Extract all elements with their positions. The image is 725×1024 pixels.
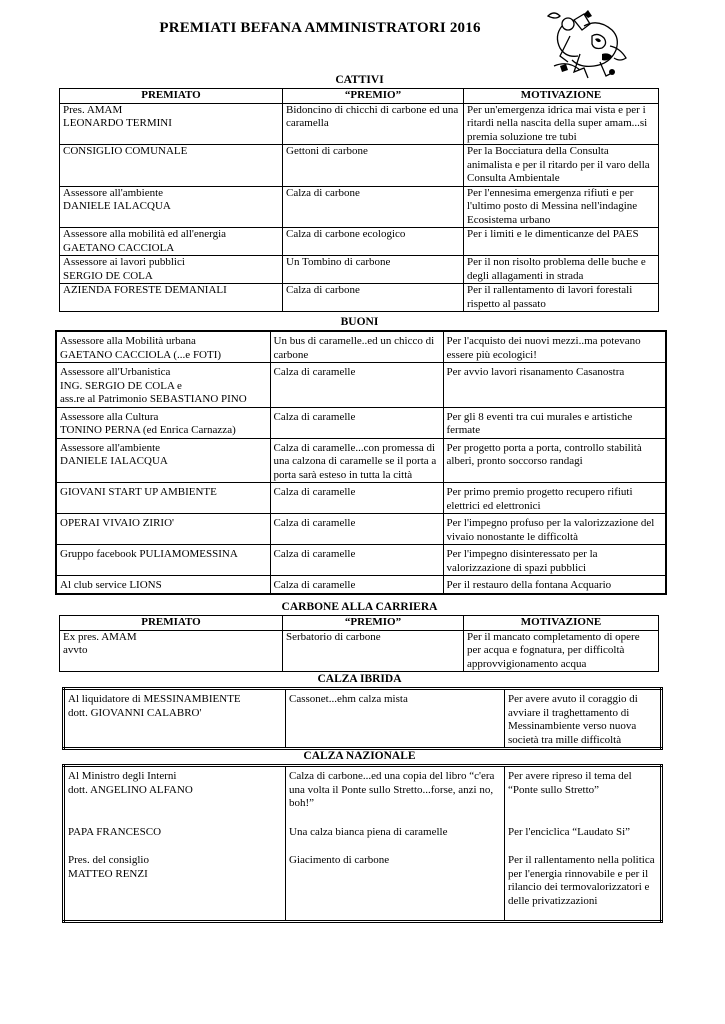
cell-motivazione — [464, 284, 659, 312]
cell-line: Per l'acquisto dei nuovi mezzi..ma potevano essere più ecologici! — [446, 335, 641, 361]
cell-line: PAPA FRANCESCO — [68, 825, 162, 838]
cell-line: Calza di caramelle — [273, 548, 356, 560]
cell-line: Per avere avuto il coraggio di avviare il traghettamento di Messinambiente verso nuova società tra mille difficoltà — [508, 693, 638, 746]
cell-line: TONINO PERNA (ed Enrica Carnazza) — [60, 424, 236, 436]
section-heading-buoni: BUONI — [340, 316, 379, 328]
cell-premio — [270, 545, 443, 576]
cell-motivazione — [464, 145, 659, 187]
cell-line: Per il rallentamento nella politica per l'energia rinnovabile e per il rilancio dei termovalorizzatori e delle privatizzazioni — [508, 854, 655, 907]
table-row — [56, 576, 666, 594]
cell-premiato — [56, 438, 270, 483]
cell-premiato — [60, 228, 283, 256]
cell-premiato — [60, 145, 283, 187]
cell-premiato — [56, 407, 270, 438]
cell-line: CONSIGLIO COMUNALE — [63, 145, 188, 157]
cell-line: Calza di carbone — [286, 284, 360, 296]
cell-line: Bidoncino di chicchi di carbone ed una caramella — [286, 103, 459, 129]
cell-motivazione — [505, 851, 662, 922]
cell-premio — [283, 186, 464, 228]
cell-line: Calza di caramelle — [273, 486, 356, 498]
cell-line: Pres. del consiglio — [68, 854, 149, 866]
cell-line: Per l'enciclica “Laudato Si” — [508, 825, 631, 838]
table-row — [56, 438, 666, 483]
table-row — [60, 630, 659, 672]
cell-premio — [283, 145, 464, 187]
cell-premio — [286, 689, 505, 749]
table-row — [60, 145, 659, 187]
cell-line: Per il non risolto problema delle buche e degli allagamenti in strada — [467, 256, 646, 282]
cell-motivazione — [443, 363, 666, 408]
table-row — [64, 689, 662, 749]
cell-motivazione — [443, 576, 666, 594]
cell-line: GIOVANI START UP AMBIENTE — [60, 486, 217, 498]
cell-line: OPERAI VIVAIO ZIRIO' — [60, 517, 175, 529]
cell-line: Per avere ripreso il tema del “Ponte sullo Stretto” — [508, 770, 632, 796]
befana-illustration — [540, 6, 635, 84]
table-row — [56, 545, 666, 576]
cell-line: Gettoni di carbone — [286, 145, 368, 157]
cell-premiato — [60, 284, 283, 312]
cell-premio — [270, 514, 443, 545]
cell-motivazione — [443, 545, 666, 576]
cell-premiato — [60, 186, 283, 228]
cell-line: Assessore all'Urbanistica — [60, 366, 171, 378]
header-motivazione: MOTIVAZIONE — [464, 89, 659, 104]
cell-motivazione — [464, 630, 659, 672]
cell-motivazione — [443, 514, 666, 545]
cell-line: GAETANO CACCIOLA (...e FOTI) — [60, 348, 222, 361]
cell-line: Assessore ai lavori pubblici — [63, 256, 185, 268]
table-row — [56, 514, 666, 545]
cell-line: dott. GIOVANNI CALABRO' — [68, 706, 202, 719]
cell-motivazione — [443, 438, 666, 483]
cell-premiato — [56, 576, 270, 594]
table-buoni — [55, 330, 667, 595]
cell-line: ass.re al Patrimonio SEBASTIANO PINO — [60, 393, 247, 405]
cell-line: Calza di carbone ecologico — [286, 228, 406, 240]
cell-line: Un bus di caramelle..ed un chicco di carbone — [273, 335, 435, 361]
cell-motivazione — [443, 483, 666, 514]
cell-line: Ex pres. AMAM — [63, 630, 137, 643]
cell-motivazione — [443, 331, 666, 363]
cell-line: Per avvio lavori risanamento Casanostra — [446, 366, 625, 378]
cell-motivazione — [443, 407, 666, 438]
cell-premio — [270, 483, 443, 514]
table-ibrida — [62, 687, 663, 750]
cell-line: Per l'impegno disinteressato per la valorizzazione di spazi pubblici — [446, 548, 598, 574]
cell-line: Serbatorio di carbone — [286, 630, 381, 643]
cell-line: SERGIO DE COLA — [63, 269, 153, 282]
cell-line: Per l'impegno profuso per la valorizzazione del vivaio nonostante le difficoltà — [446, 517, 655, 543]
cell-line: Per un'emergenza idrica mai vista e per i ritardi nella nascita della super amam...si premia soluzione tre tubi — [467, 103, 648, 143]
cell-premio — [270, 363, 443, 408]
cell-motivazione — [505, 823, 662, 852]
cell-motivazione — [464, 103, 659, 145]
cell-premio — [286, 823, 505, 852]
cell-line: Calza di carbone...ed una copia del libro “c'era una volta il Ponte sullo Stretto...forse, anzi no, boh!” — [289, 770, 495, 809]
cell-premio — [283, 228, 464, 256]
cell-motivazione — [505, 766, 662, 823]
cell-premio — [283, 103, 464, 145]
table-row — [60, 186, 659, 228]
table-nazionale — [62, 764, 663, 923]
cell-premio — [270, 407, 443, 438]
cell-premiato — [56, 514, 270, 545]
section-heading-cattivi: CATTIVI — [335, 74, 384, 86]
cell-line: Calza di caramelle — [273, 579, 356, 591]
table-row — [56, 331, 666, 363]
cell-line: Calza di caramelle...con promessa di una calzona di caramelle se il porta a porta sarà esteso in tutta la città — [273, 441, 437, 481]
cell-premiato — [64, 766, 286, 823]
cell-motivazione — [464, 228, 659, 256]
cell-line: MATTEO RENZI — [68, 867, 148, 880]
cell-motivazione — [464, 256, 659, 284]
cell-premio — [283, 284, 464, 312]
cell-line: Una calza bianca piena di caramelle — [289, 825, 448, 838]
table-row — [56, 407, 666, 438]
cell-line: Per il rallentamento di lavori forestali rispetto al passato — [467, 284, 633, 310]
cell-premio — [270, 576, 443, 594]
cell-line: Per il mancato completamento di opere per acqua e fognatura, per difficoltà approvvigionamento acqua — [467, 630, 640, 670]
cell-premiato — [60, 103, 283, 145]
table-row — [60, 284, 659, 312]
cell-line: Per i limiti e le dimenticanze del PAES — [467, 228, 639, 240]
cell-line: AZIENDA FORESTE DEMANIALI — [63, 284, 227, 296]
table-row — [56, 483, 666, 514]
cell-line: Al Ministro degli Interni — [68, 770, 177, 782]
cell-premio — [286, 766, 505, 823]
cell-line: Cassonet...ehm calza mista — [289, 693, 408, 705]
cell-line: Giacimento di carbone — [289, 854, 390, 866]
table-row — [64, 766, 662, 823]
cell-premio — [283, 630, 464, 672]
cell-premio — [270, 331, 443, 363]
cell-line: dott. ANGELINO ALFANO — [68, 783, 193, 796]
page-title: PREMIATI BEFANA AMMINISTRATORI 2016 — [159, 20, 481, 36]
section-heading-carriera: CARBONE ALLA CARRIERA — [281, 601, 438, 613]
header-motivazione: MOTIVAZIONE — [464, 616, 659, 631]
cell-line: Assessore all'ambiente — [63, 186, 164, 199]
cell-line: Calza di caramelle — [273, 410, 356, 423]
cell-line: Assessore all'ambiente — [60, 441, 161, 454]
header-premio: “PREMIO” — [283, 616, 464, 631]
cell-premiato — [56, 331, 270, 363]
cell-line: Pres. AMAM — [63, 103, 123, 116]
cell-premio — [286, 851, 505, 922]
cell-line: Calza di caramelle — [273, 517, 356, 529]
cell-premiato — [56, 363, 270, 408]
table-row — [60, 103, 659, 145]
cell-premiato — [60, 630, 283, 672]
cell-premiato — [56, 483, 270, 514]
cell-line: LEONARDO TERMINI — [63, 117, 172, 129]
cell-line: Calza di caramelle — [273, 366, 356, 378]
cell-line: Assessore alla Cultura — [60, 410, 159, 423]
cell-line: Un Tombino di carbone — [286, 256, 391, 268]
cell-premiato — [64, 823, 286, 852]
table-row — [64, 823, 662, 852]
cell-line: DANIELE IALACQUA — [63, 200, 171, 212]
cell-premiato — [60, 256, 283, 284]
cell-line: ING. SERGIO DE COLA e — [60, 379, 182, 392]
section-heading-ibrida: CALZA IBRIDA — [317, 673, 402, 685]
cell-line: Calza di carbone — [286, 186, 360, 199]
table-row — [64, 851, 662, 922]
table-row — [60, 228, 659, 256]
cell-premiato — [56, 545, 270, 576]
cell-line: avvto — [63, 644, 88, 656]
cell-line: GAETANO CACCIOLA — [63, 241, 175, 254]
header-premiato: PREMIATO — [60, 89, 283, 104]
cell-line: Gruppo facebook PULIAMOMESSINA — [60, 548, 238, 560]
cell-motivazione — [505, 689, 662, 749]
cell-line: Al liquidatore di MESSINAMBIENTE — [68, 693, 241, 705]
cell-line: Per progetto porta a porta, controllo stabilità alberi, pronto soccorso randagi — [446, 441, 642, 467]
cell-line: Al club service LIONS — [60, 579, 162, 591]
cell-line: Per la Bocciatura della Consulta animalista e per il ritardo per il varo della Consulta Ambientale — [467, 145, 650, 184]
cell-premio — [283, 256, 464, 284]
cell-premiato — [64, 689, 286, 749]
cell-line: Per gli 8 eventi tra cui murales e artistiche fermate — [446, 410, 633, 436]
cell-line: DANIELE IALACQUA — [60, 455, 168, 467]
table-row — [60, 256, 659, 284]
cell-line: Per primo premio progetto recupero rifiuti elettrici ed elettronici — [446, 486, 633, 512]
cell-motivazione — [464, 186, 659, 228]
cell-line: Per l'ennesima emergenza rifiuti e per l'ultimo posto di Messina nell'indagine Ecosistema urbano — [467, 186, 638, 226]
table-carriera — [59, 615, 659, 672]
cell-line: Per il restauro della fontana Acquario — [446, 579, 612, 591]
section-heading-nazionale: CALZA NAZIONALE — [303, 750, 416, 762]
table-row — [56, 363, 666, 408]
cell-line: Assessore alla mobilità ed all'energia — [63, 228, 227, 240]
header-premiato: PREMIATO — [60, 616, 283, 631]
header-premio: “PREMIO” — [283, 89, 464, 104]
table-cattivi — [59, 88, 659, 312]
cell-line: Assessore alla Mobilità urbana — [60, 335, 196, 347]
cell-premiato — [64, 851, 286, 922]
cell-premio — [270, 438, 443, 483]
